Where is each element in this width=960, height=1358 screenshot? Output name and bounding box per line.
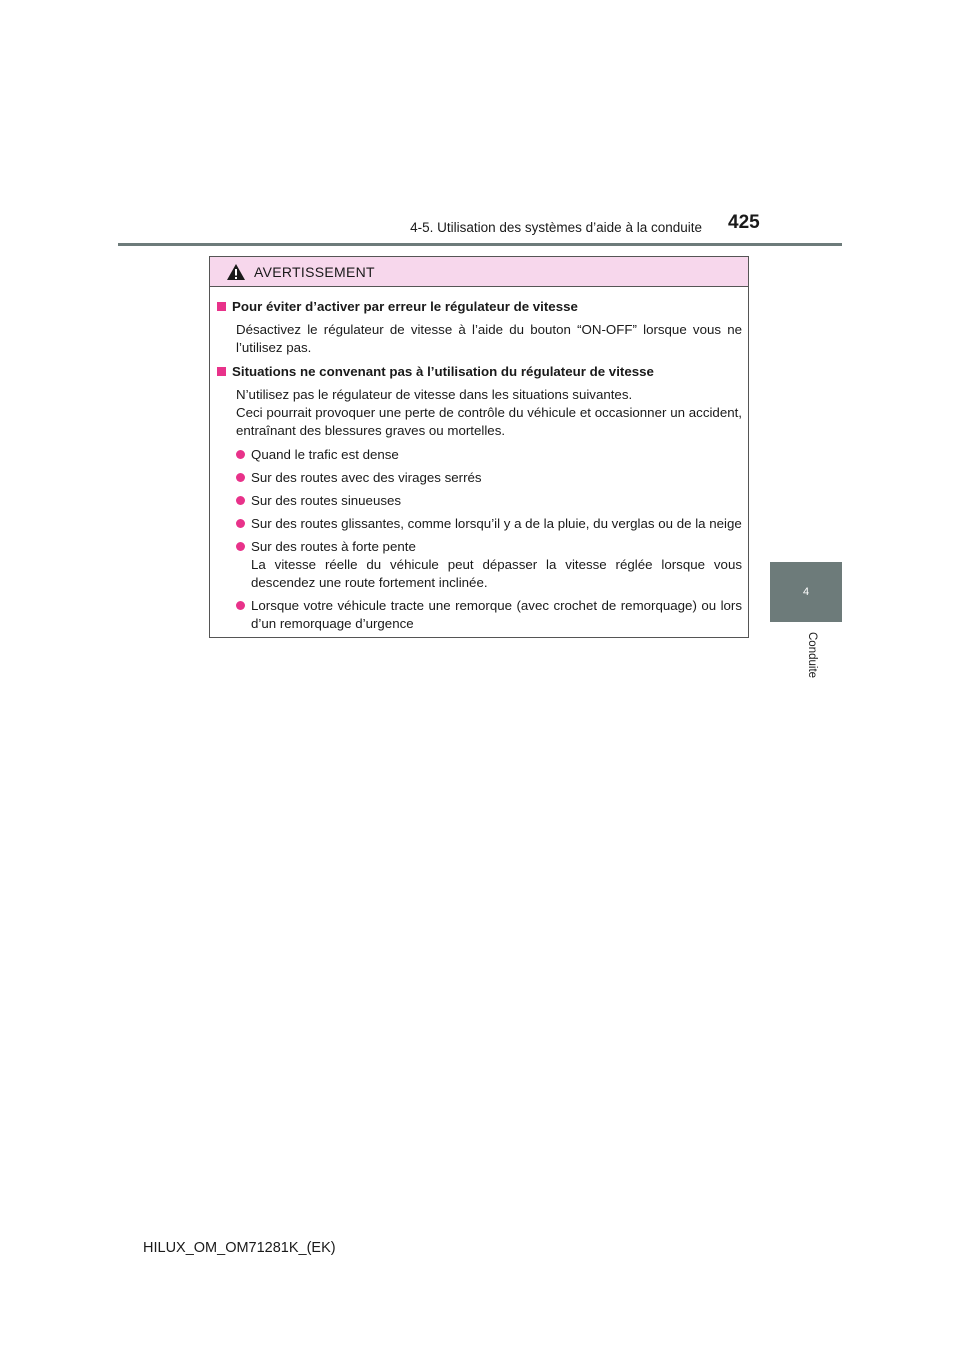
section-heading	[217, 298, 742, 316]
square-bullet-icon	[217, 367, 226, 376]
list-item	[236, 538, 742, 592]
section-text: Désactivez le régulateur de vitesse à l’aide du bouton “ON-OFF” lorsque vous ne l’utilisez pas.	[236, 322, 742, 355]
warning-section	[217, 298, 742, 357]
chapter-number: 4	[802, 586, 810, 598]
list-item	[236, 446, 742, 464]
bullet-text: Lorsque votre véhicule tracte une remorque (avec crochet de remorquage) ou lors d’un remorquage d’urgence	[251, 598, 742, 631]
circle-bullet-icon	[236, 473, 245, 482]
chapter-name: Conduite	[806, 632, 818, 679]
bullet-text: Quand le trafic est dense	[251, 447, 399, 462]
section-heading-text: Pour éviter d’activer par erreur le régulateur de vitesse	[232, 299, 578, 314]
warning-title: AVERTISSEMENT	[254, 263, 375, 280]
section-heading-text: Situations ne convenant pas à l’utilisation du régulateur de vitesse	[232, 364, 654, 379]
document-id: HILUX_OM_OM71281K_(EK)	[143, 1240, 336, 1256]
header-divider	[118, 243, 842, 246]
header-section-title: 4-5. Utilisation des systèmes d’aide à la conduite	[410, 220, 702, 235]
bullet-subtext: La vitesse réelle du véhicule peut dépasser la vitesse réglée lorsque vous descendez une route fortement inclinée.	[251, 557, 742, 590]
bullet-text: Sur des routes à forte pente	[251, 539, 416, 554]
warning-header	[210, 257, 748, 287]
list-item	[236, 469, 742, 487]
circle-bullet-icon	[236, 542, 245, 551]
warning-body	[210, 287, 748, 633]
bullet-text: Sur des routes glissantes, comme lorsqu’il y a de la pluie, du verglas ou de la neige	[251, 516, 742, 531]
circle-bullet-icon	[236, 601, 245, 610]
list-item	[236, 597, 742, 633]
section-text: Ceci pourrait provoquer une perte de contrôle du véhicule et occasionner un accident, entraînant des blessures graves ou mortelles.	[236, 405, 742, 438]
circle-bullet-icon	[236, 450, 245, 459]
warning-box	[209, 256, 749, 638]
section-text: N’utilisez pas le régulateur de vitesse dans les situations suivantes.	[236, 387, 633, 402]
circle-bullet-icon	[236, 519, 245, 528]
list-item	[236, 515, 742, 533]
circle-bullet-icon	[236, 496, 245, 505]
square-bullet-icon	[217, 302, 226, 311]
bullet-text-group	[251, 538, 742, 592]
section-heading	[217, 363, 742, 381]
chapter-tab	[770, 562, 842, 622]
bullet-list	[217, 446, 742, 633]
page-number: 425	[728, 212, 760, 233]
warning-triangle-icon	[226, 263, 246, 281]
bullet-text: Sur des routes avec des virages serrés	[251, 470, 482, 485]
warning-section	[217, 363, 742, 633]
bullet-text: Sur des routes sinueuses	[251, 493, 402, 508]
list-item	[236, 492, 742, 510]
